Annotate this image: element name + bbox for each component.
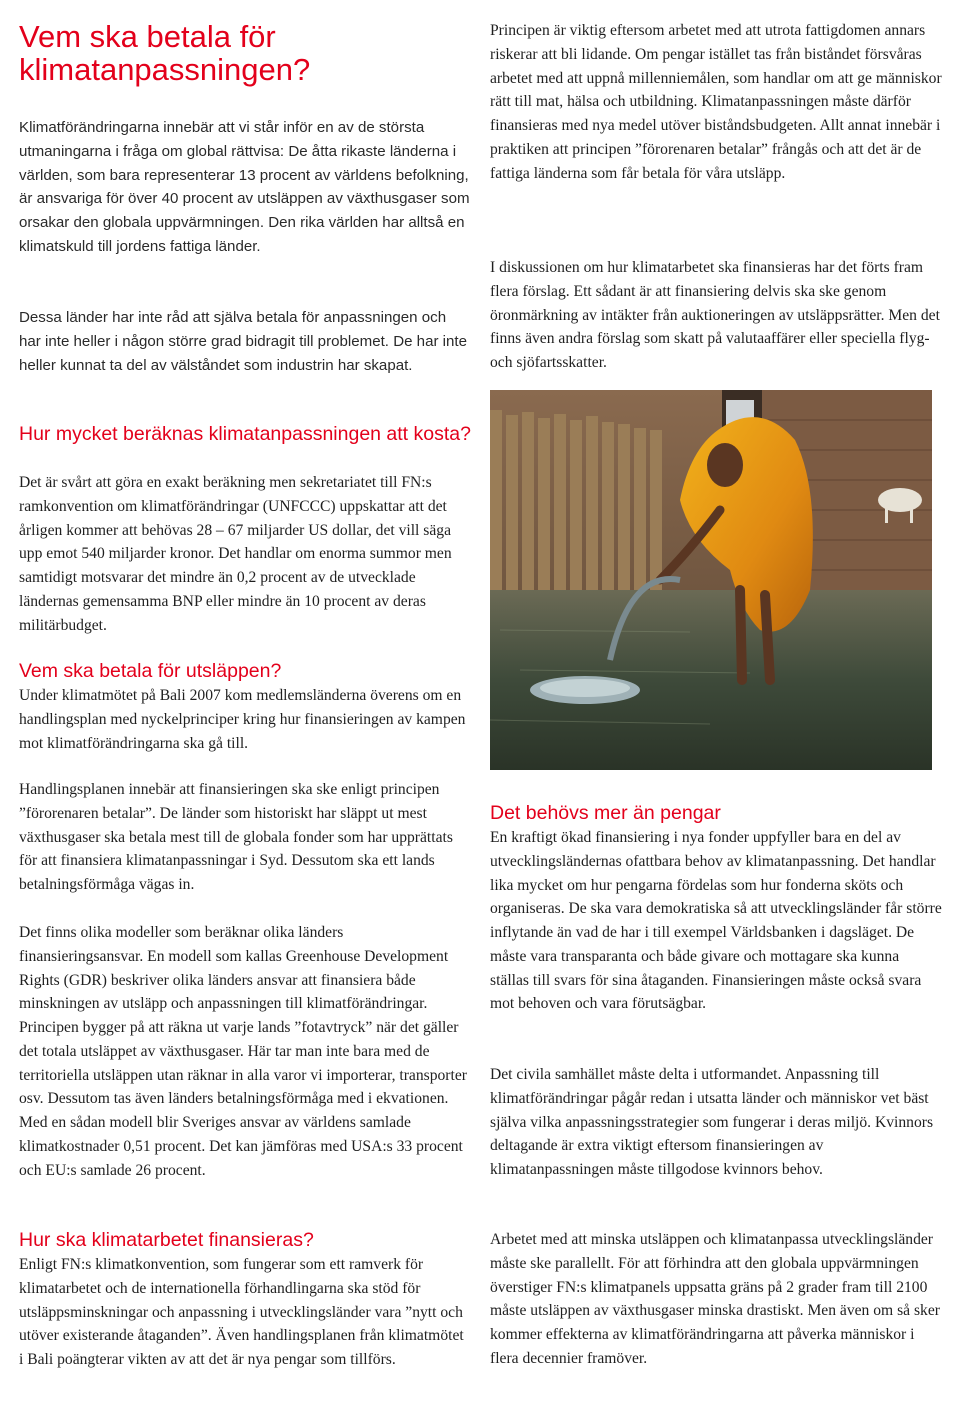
paragraph-no-means: Dessa länder har inte råd att själva betala för anpassningen och har inte heller i någon större grad bidragit till problemet. De har inte heller kunnat ta del av välståndet som industrin har skapat. bbox=[19, 309, 468, 374]
paragraph-gdr-model: Det finns olika modeller som beräknar olika länders finansieringsansvar. En modell som kallas Greenhouse Development Rights (GDR) beskriver olika länders ansvar att finansiera både minskningen av utsläpp och anpassningen till klimatförändringar. Principen bygger på att räkna ut varje lands ”fotavtryck” när det gäller det totala utsläppet av växthusgaser. Här tar man inte bara med de territoriella utsläppen utan räknar in alla varor vi importerar, transporter osv. Dessutom tas även länders betalningsförmåga med i ekvationen. Med en sådan modell blir Sveriges ansvar av världens samlade klimatkostnader 0,51 procent. Det kan jämföras med USA:s 33 procent och EU:s samlade 26 procent. bbox=[19, 924, 467, 1179]
heading-financing: Hur ska klimatarbetet finansieras? bbox=[19, 1229, 314, 1251]
heading-who-pays-emissions: Vem ska betala för utsläppen? bbox=[19, 660, 282, 682]
page-title: Vem ska betala för klimatanpassningen? bbox=[19, 19, 311, 87]
intro-paragraph: Klimatförändringarna innebär att vi står inför en av de största utmaningarna i fråga om global rättvisa: De åtta rikaste länderna i världen, som bara representerar 13 procent av världens befolkning, är ansvariga för över 40 procent av utsläppen av växthusgaser som orsakar den globala uppvärmningen. Den rika världen har alltså en klimatskuld till jordens fattiga länder. bbox=[19, 119, 470, 255]
paragraph-financing: Enligt FN:s klimatkonvention, som fungerar som ett ramverk för klimatarbetet och de internationella förhandlingarna ska stöd för utsläppsminskningar och anpassning i utvecklingsländer vara ”nytt och utöver existerande åtaganden”. Även handlingsplanen från klimatmötet i Bali poängterar vikten av att det är nya pengar som tillförs. bbox=[19, 1256, 464, 1368]
paragraph-more-than-money: En kraftigt ökad finansiering i nya fonder uppfyller bara en del av utvecklingsländernas ofattbara behov av klimatanpassning. Det handlar lika mycket om hur pengarna fördelas som hur fonderna sköts och organiseras. De ska vara demokratiska så att utvecklingsländer får större inflytande än vad de har i till exempel Världsbanken i dagsläget. De måste vara transparanta och både givare och mottagare ska kunna ställas till svars för sina åtaganden. Finansieringen måste också svara mot behoven och vara förutsägbar. bbox=[490, 829, 942, 1013]
paragraph-parallel-work: Arbetet med att minska utsläppen och klimatanpassa utvecklingsländer måste ske parallellt. För att förhindra att den globala uppvärmningen överstiger FN:s klimatpanels uppsatta gräns på 2 grader fram till 2100 måste utsläppen av växthusgaser minska drastiskt. Men även om så sker kommer effekterna av klimatförändringarna att påverka människor i flera decennier framöver. bbox=[490, 1231, 940, 1367]
heading-more-than-money: Det behövs mer än pengar bbox=[490, 802, 721, 824]
paragraph-discussion: I diskussionen om hur klimatarbetet ska finansieras har det förts fram flera förslag. Ett sådant är att finansiering delvis ska ske genom öronmärkning av intäkter från auktioneringen av utsläppsrätter. Men det finns även andra förslag som skatt på valutaaffärer eller speciella flyg- och sjöfartsskatter. bbox=[490, 259, 940, 371]
paragraph-bali: Under klimatmötet på Bali 2007 kom medlemsländerna överens om en handlingsplan med nyckelprinciper kring hur finansieringen av kampen mot klimatförändringarna ska gå till. bbox=[19, 687, 466, 752]
paragraph-principle: Principen är viktig eftersom arbetet med att utrota fattigdomen annars riskerar att bli lidande. Om pengar istället tas från biståndet försvåras arbetet med att uppnå millenniemålen, som handlar om att ge människor rätt till mat, hälsa och utbildning. Klimatanpassningen måste därför finansieras med nya medel utöver biståndsbudgeten. Allt annat innebär i praktiken att principen ”förorenaren betalar” frångås och att det är de fattiga länderna som får betala för våra utsläpp. bbox=[490, 22, 942, 182]
paragraph-cost: Det är svårt att göra en exakt beräkning men sekretariatet till FN:s ramkonvention om klimatförändringar (UNFCCC) uppskattar att det årligen kommer att behövas 28 – 67 miljarder US dollar, det vill säga upp emot 540 miljarder kronor. Det handlar om enorma summor men samtidigt motsvarar det mindre än 0,2 procent av de utvecklade ländernas gemensamma BNP eller mindre än 10 procent av deras militärbudget. bbox=[19, 474, 452, 634]
heading-cost: Hur mycket beräknas klimatanpassningen att kosta? bbox=[19, 423, 471, 445]
photo-woman-water-pump bbox=[490, 390, 932, 770]
photo-illustration bbox=[490, 390, 932, 770]
paragraph-action-plan: Handlingsplanen innebär att finansieringen ska ske enligt principen ”förorenaren betalar”. De länder som historiskt har släppt ut mest växthusgaser ska betala mest till de globala fonder som har upprättats för att finansiera klimatanpassningar i Syd. Dessutom ska ett lands betalningsförmåga vägas in. bbox=[19, 781, 453, 893]
paragraph-civil-society: Det civila samhället måste delta i utformandet. Anpassning till klimatförändringar pågår redan i utsatta länder och människor vet bäst själva vilka anpassningsstrategier som fungerar i deras miljö. Kvinnors deltagande är extra viktigt eftersom finansieringen av klimatanpassningen måste tillgodose kvinnors behov. bbox=[490, 1066, 934, 1178]
